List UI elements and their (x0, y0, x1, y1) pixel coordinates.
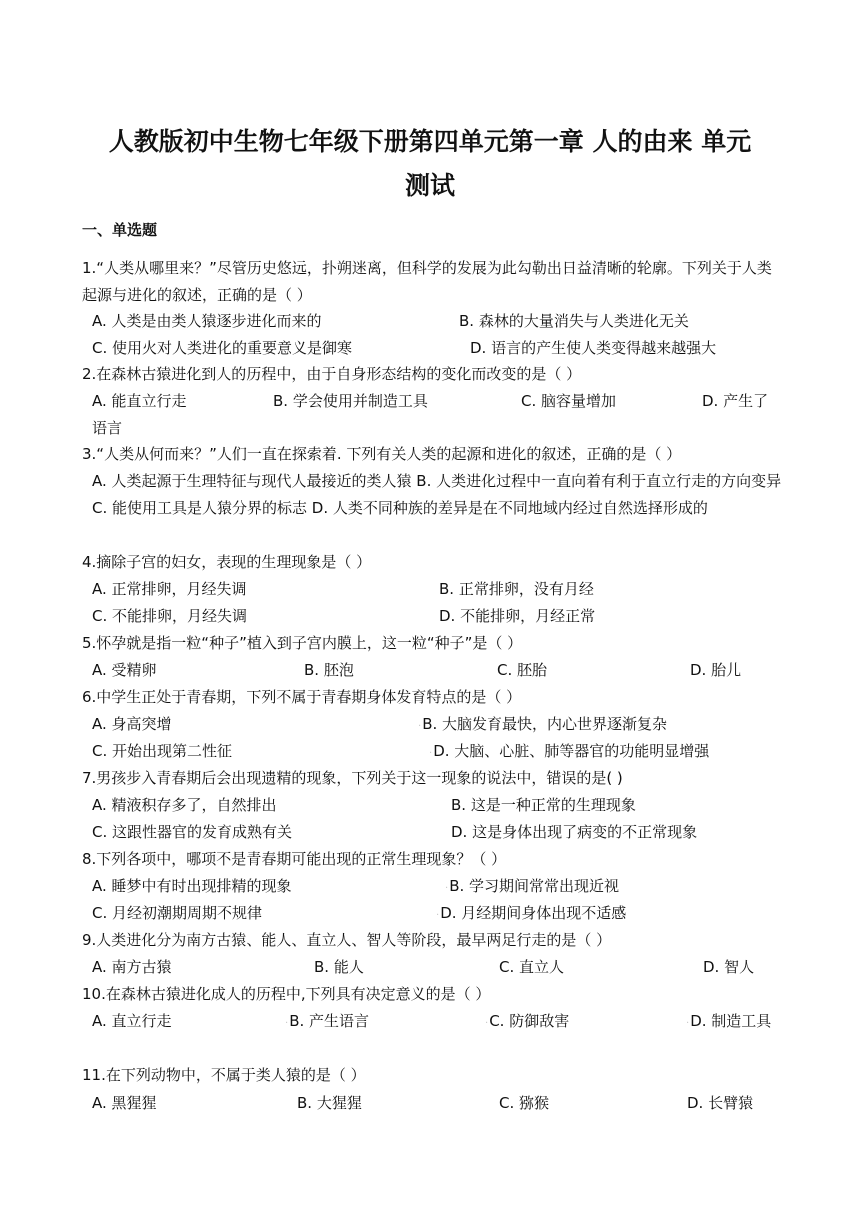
question-10-option-b: B. 产生语言 (289, 1012, 370, 1030)
question-7-stem: 7.男孩步入青春期后会出现遗精的现象，下列关于这一现象的说法中，错误的是( ) (82, 769, 623, 787)
question-8-option-d: D. 月经期间身体出现不适感 (440, 904, 627, 922)
bullet-dot-icon: · (418, 721, 422, 732)
question-8-option-d-wrap (436, 900, 626, 929)
question-5-option-c: C. 胚胎 (497, 661, 548, 679)
question-6-option-d: D. 大脑、心脏、肺等器官的功能明显增强 (433, 742, 710, 760)
question-11-option-b: B. 大猩猩 (297, 1094, 362, 1112)
question-2-option-d-wrap (92, 388, 782, 442)
question-8-stem: 8.下列各项中，哪项不是青春期可能出现的正常生理现象？（ ） (82, 850, 507, 868)
question-10-option-d-wrap (92, 1008, 782, 1037)
title-line-1: 人教版初中生物七年级下册第四单元第一章 人的由来 单元 (108, 127, 752, 156)
question-9-option-d: D. 智人 (703, 958, 755, 976)
question-11-option-a: A. 黑猩猩 (92, 1094, 157, 1112)
question-4-option-b: B. 正常排卵，没有月经 (439, 580, 594, 598)
question-6-option-b-wrap (418, 711, 667, 740)
question-6-option-b: B. 大脑发育最快，内心世界逐渐复杂 (422, 715, 668, 733)
question-9-stem: 9.人类进化分为南方古猿、能人、直立人、智人等阶段，最早两足行走的是（ ） (82, 931, 612, 949)
bullet-dot-icon: · (285, 1018, 289, 1029)
question-9-option-b: B. 能人 (314, 958, 364, 976)
bullet-dot-icon: · (429, 748, 433, 759)
question-2-option-c: C. 脑容量增加 (521, 392, 617, 410)
title-line-2: 测试 (404, 171, 455, 200)
question-2-stem: 2.在森林古猿进化到人的历程中，由于自身形态结构的变化而改变的是（ ） (82, 365, 582, 383)
question-6-option-d-wrap (429, 738, 709, 767)
question-1-stem: 1.“人类从哪里来？”尽管历史悠远，扑朔迷离，但科学的发展为此勾勒出日益清晰的轮廓。下列关于人类起源与进化的叙述，正确的是（ ） (82, 259, 772, 304)
question-6-option-c: C. 开始出现第二性征 (92, 742, 233, 760)
question-8-option-a: A. 睡梦中有时出现排精的现象 (92, 877, 292, 895)
question-1-option-b: B. 森林的大量消失与人类进化无关 (459, 312, 689, 330)
question-4-option-d: D. 不能排卵，月经正常 (439, 607, 596, 625)
question-8-option-c: C. 月经初潮期周期不规律 (92, 904, 263, 922)
question-5-option-d: D. 胎儿 (690, 661, 742, 679)
question-2-option-b: B. 学会使用并制造工具 (273, 392, 428, 410)
question-5-option-a: A. 受精卵 (92, 661, 157, 679)
question-7-option-a: A. 精液积存多了，自然排出 (92, 796, 277, 814)
bullet-dot-icon: · (686, 1018, 690, 1029)
question-6-stem: 6.中学生正处于青春期，下列不属于青春期身体发育特点的是（ ） (82, 688, 522, 706)
question-4-option-c: C. 不能排卵，月经失调 (92, 607, 248, 625)
question-1-option-a: A. 人类是由类人猿逐步进化而来的 (92, 312, 322, 330)
question-2-option-a: A. 能直立行走 (92, 392, 187, 410)
section-heading: 一、单选题 (82, 221, 158, 239)
question-11-option-c: C. 猕猴 (499, 1094, 550, 1112)
question-7-option-d: D. 这是身体出现了病变的不正常现象 (451, 823, 698, 841)
question-1-option-d: D. 语言的产生使人类变得越来越强大 (470, 339, 717, 357)
question-10-stem: 10.在森林古猿进化成人的历程中,下列具有决定意义的是（ ） (82, 985, 491, 1003)
question-11-option-d: D. 长臂猿 (687, 1094, 754, 1112)
question-3-stem: 3.“人类从何而来？”人们一直在探索着. 下列有关人类的起源和进化的叙述，正确的是（ ） (82, 445, 682, 463)
question-8-option-b: B. 学习期间常常出现近视 (449, 877, 620, 895)
question-10-option-d: D. 制造工具 (690, 1012, 772, 1030)
question-10-option-a: A. 直立行走 (92, 1012, 172, 1030)
question-7-option-c: C. 这跟性器官的发育成熟有关 (92, 823, 293, 841)
question-4-stem: 4.摘除子宫的妇女，表现的生理现象是（ ） (82, 553, 372, 571)
question-9-option-c: C. 直立人 (499, 958, 565, 976)
question-10-option-c: C. 防御敌害 (489, 1012, 570, 1030)
bullet-dot-icon: · (445, 883, 449, 894)
question-1-option-c: C. 使用火对人类进化的重要意义是御寒 (92, 339, 353, 357)
question-7-option-b: B. 这是一种正常的生理现象 (451, 796, 636, 814)
question-8-option-b-wrap (445, 873, 619, 902)
bullet-dot-icon: · (485, 1018, 489, 1029)
exam-title (60, 120, 800, 208)
question-6-option-a: A. 身高突增 (92, 715, 172, 733)
question-5-stem: 5.怀孕就是指一粒“种子”植入到子宫内膜上，这一粒“种子”是（ ） (82, 634, 523, 652)
bullet-dot-icon: · (436, 910, 440, 921)
question-3-options: A. 人类起源于生理特征与现代人最接近的类人猿 B. 人类进化过程中一直向着有利于直立行走的方向变异 C. 能使用工具是人猿分界的标志 D. 人类不同种族的差异是在不同地域内经过自然选择形成的 (92, 472, 782, 517)
question-11-stem: 11.在下列动物中，不属于类人猿的是（ ） (82, 1066, 366, 1084)
question-4-option-a: A. 正常排卵，月经失调 (92, 580, 247, 598)
question-2-option-d: D. 产生了语言 (92, 392, 769, 437)
question-9-option-a: A. 南方古猿 (92, 958, 172, 976)
question-5-option-b: B. 胚泡 (304, 661, 354, 679)
